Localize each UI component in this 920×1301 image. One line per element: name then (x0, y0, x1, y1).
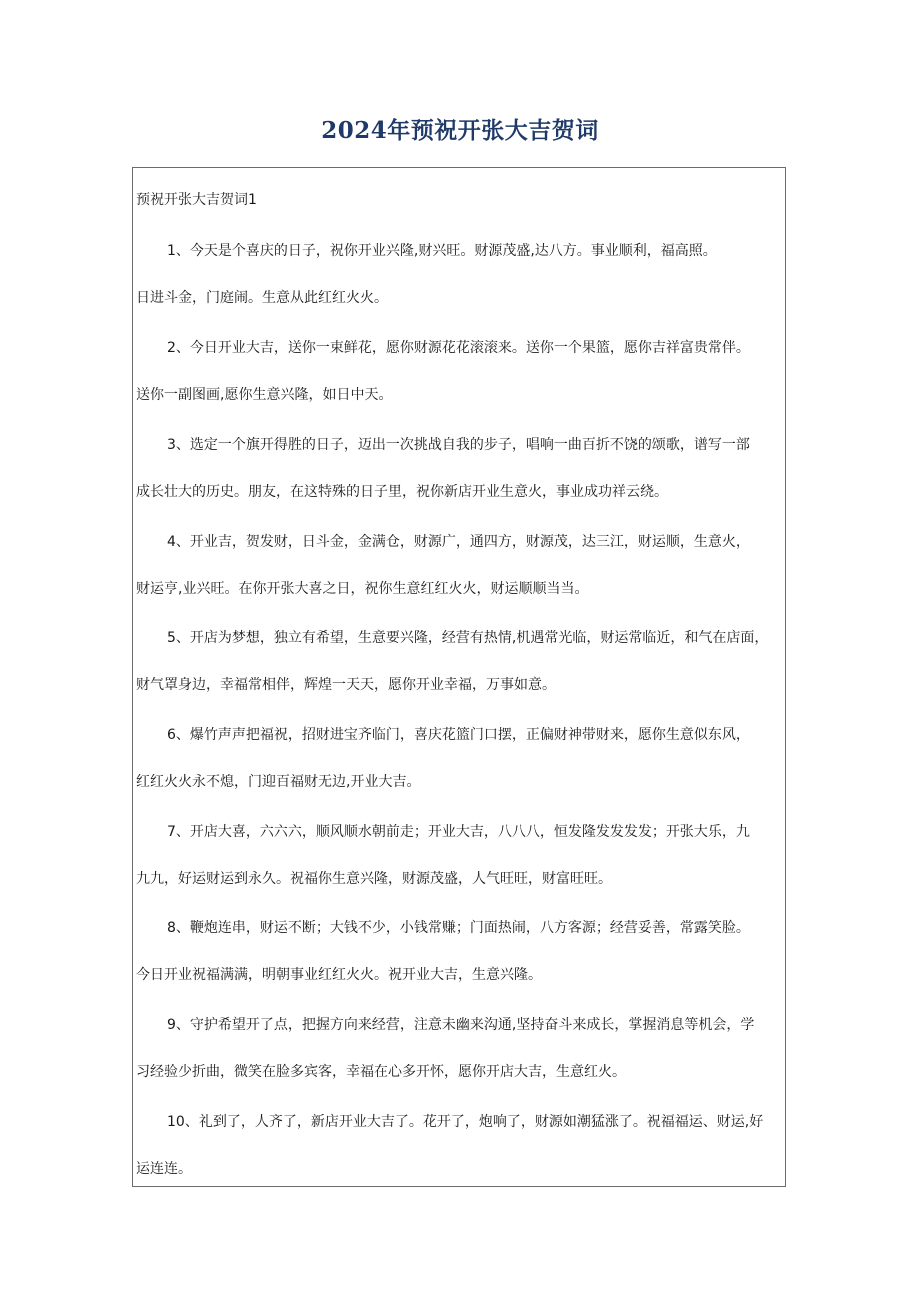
paragraph-7-line-2: 九九，好运财运到永久。祝福你生意兴隆，财源茂盛，人气旺旺，财富旺旺。 (136, 871, 612, 887)
paragraph-3-line-2: 成长壮大的历史。朋友，在这特殊的日子里，祝你新店开业生意火，事业成功祥云绕。 (136, 484, 668, 500)
paragraph-8-line-1: 8、鞭炮连串，财运不断；大钱不少，小钱常赚；门面热闹，八方客源；经营妥善，常露笑脸。 (167, 920, 750, 936)
document-title: 2024年预祝开张大吉贺词 (321, 117, 599, 144)
paragraph-2-line-1: 2、今日开业大吉，送你一束鲜花，愿你财源花花滚滚来。送你一个果篮，愿你吉祥富贵常伴。 (167, 340, 750, 356)
paragraph-4-line-2: 财运亨,业兴旺。在你开张大喜之日，祝你生意红红火火，财运顺顺当当。 (136, 581, 589, 597)
paragraph-4-line-1: 4、开业吉，贺发财，日斗金，金满仓，财源广，通四方，财源茂，达三江，财运顺，生意火， (167, 534, 750, 550)
paragraph-7-line-1: 7、开店大喜，六六六，顺风顺水朝前走；开业大吉，八八八，恒发隆发发发发；开张大乐，九 (167, 824, 750, 840)
paragraph-9-line-1: 9、守护希望开了点，把握方向来经营，注意未幽来沟通,坚持奋斗来成长，掌握消息等机会，学 (167, 1017, 755, 1033)
paragraph-1-line-1: 1、今天是个喜庆的日子，祝你开业兴隆,财兴旺。财源茂盛,达八方。事业顺利，福高照。 (167, 243, 717, 259)
paragraph-9-line-2: 习经验少折曲，微笑在脸多宾客，幸福在心多开怀，愿你开店大吉，生意红火。 (136, 1064, 626, 1080)
paragraph-8-line-2: 今日开业祝福满满，明朝事业红红火火。祝开业大吉，生意兴隆。 (136, 967, 542, 983)
paragraph-1-line-2: 日进斗金，门庭闹。生意从此红红火火。 (136, 290, 388, 306)
paragraph-10-line-1: 10、礼到了，人齐了，新店开业大吉了。花开了，炮响了，财源如潮猛涨了。祝福福运、财运,好 (167, 1114, 764, 1130)
paragraph-5-line-1: 5、开店为梦想，独立有希望，生意要兴隆，经营有热情,机遇常光临，财运常临近，和气在店面， (167, 630, 769, 646)
paragraph-10-line-2: 运连连。 (136, 1161, 192, 1177)
paragraph-5-line-2: 财气罩身边，幸福常相伴，辉煌一天天，愿你开业幸福，万事如意。 (136, 677, 556, 693)
paragraph-6-line-2: 红红火火永不熄，门迎百福财无边,开业大吉。 (136, 774, 421, 790)
paragraph-3-line-1: 3、选定一个旗开得胜的日子，迈出一次挑战自我的步子，唱响一曲百折不饶的颂歌，谱写一部 (167, 437, 750, 453)
paragraph-6-line-1: 6、爆竹声声把福祝，招财进宝齐临门，喜庆花篮门口摆，正偏财神带财来，愿你生意似东风， (167, 727, 750, 743)
section-heading: 预祝开张大吉贺词1 (136, 192, 257, 208)
paragraph-2-line-2: 送你一副图画,愿你生意兴隆，如日中天。 (136, 387, 393, 403)
